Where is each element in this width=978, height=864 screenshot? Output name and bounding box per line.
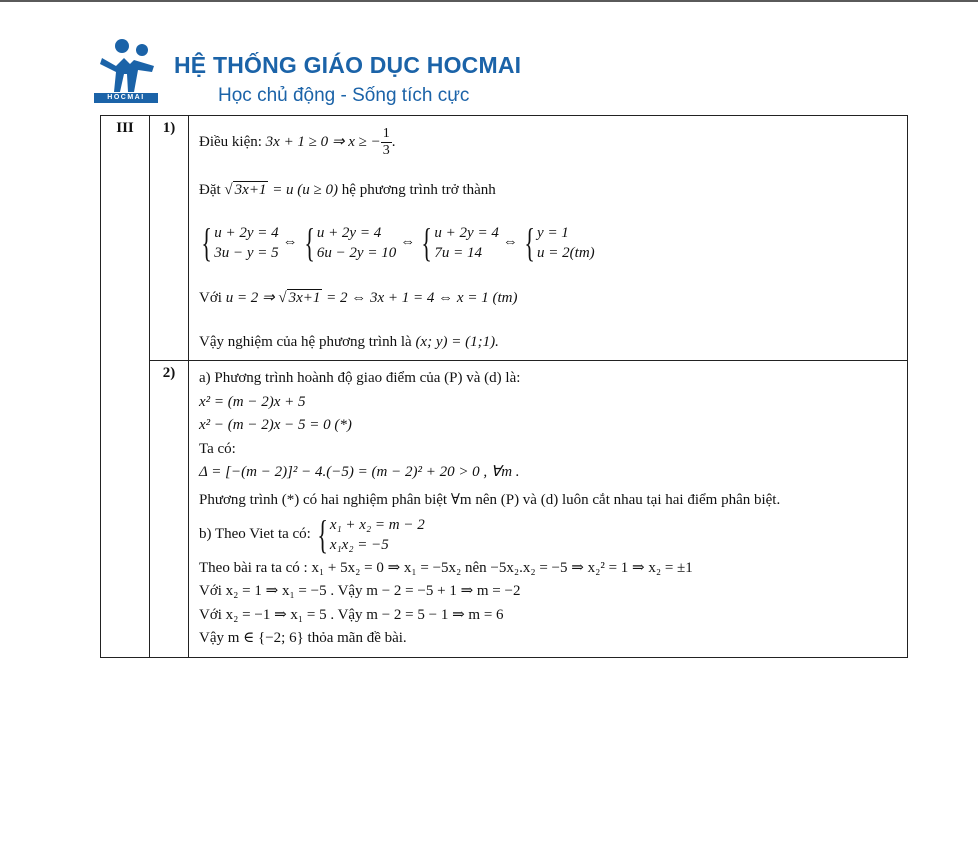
part1-row — [101, 116, 908, 361]
brand-title: HỆ THỐNG GIÁO DỤC HOCMAI — [174, 52, 522, 78]
intersection-line: a) Phương trình hoành độ giao điểm của (P) và (d) là: — [199, 370, 521, 386]
viet-line: b) Theo Viet ta có: { x₁ + x₂ = m − 2 x₁x₂ = −5 — [199, 512, 425, 558]
system-2: { u + 2y = 4 6u − 2y = 10 — [303, 220, 397, 266]
solution-table — [100, 115, 908, 658]
system-1: { u + 2y = 4 3u − y = 5 — [201, 220, 279, 266]
sqrt-sign: √ — [278, 289, 287, 306]
question-number: III — [101, 116, 150, 658]
brand-slogan: Học chủ động - Sống tích cực — [218, 85, 470, 106]
condition-line: Điều kiện: 3x + 1 ≥ 0 ⇒ x ≥ − $\frac{1}{3}$ . — [199, 126, 396, 158]
logo-wordmark: HOCMAI — [94, 93, 158, 103]
sqrt-sign: √ — [224, 182, 233, 198]
taco-line: Ta có: — [199, 440, 236, 457]
equation-2: x² − (m − 2)x − 5 = 0 (*) — [199, 417, 352, 433]
part2-content — [189, 361, 908, 658]
viet-system: { x₁ + x₂ = m − 2 x₁x₂ = −5 — [316, 512, 425, 558]
case-2-line: Với x₂ = −1 ⇒ x₁ = 5 . Vậy m − 2 = 5 − 1 ⇒ m = 6 — [199, 606, 504, 623]
condition-derivation-line: Theo bài ra ta có : x₁ + 5x₂ = 0 ⇒ x₁ = −5x₂ nên −5x₂.x₂ = −5 ⇒ x₂² = 1 ⇒ x₂ = ±1 — [199, 559, 693, 576]
system-3: { u + 2y = 4 7u = 14 — [421, 220, 499, 266]
top-border — [0, 0, 978, 2]
two-roots-paragraph: Phương trình (*) có hai nghiệm phân biệt ∀m nên (P) và (d) luôn cắt nhau tại hai điểm phân biệt. — [199, 491, 781, 508]
substitution-line: Đặt √ 3x+1 = u (u ≥ 0) hệ phương trình trở thành — [199, 182, 496, 198]
solve-line: Với u = 2 ⇒ √ 3x+1 = 2 ⇔ 3x + 1 = 4 ⇔ x = 1 (tm) — [199, 289, 518, 306]
final-answer-line: Vậy m ∈ {−2; 6} thỏa mãn đề bài. — [199, 630, 407, 647]
conclusion-line: Vậy nghiệm của hệ phương trình là (x; y) = (1;1). — [199, 333, 499, 350]
part2-row — [101, 361, 908, 658]
system-chain: { u + 2y = 4 3u − y = 5 ⇔ { u + 2y = 4 6u − 2y = 10 ⇔ { u + 2y = 4 7u = 14 ⇔ { y = 1 u = 2(tm) — [199, 220, 897, 265]
fraction: $\frac{1}{3}$ — [382, 126, 390, 158]
part1-number: 1) — [150, 116, 189, 361]
system-4: { y = 1 u = 2(tm) — [524, 220, 595, 266]
case-1-line: Với x₂ = 1 ⇒ x₁ = −5 . Vậy m − 2 = −5 + 1 ⇒ m = −2 — [199, 583, 521, 600]
discriminant-line: Δ = [−(m − 2)]² − 4.(−5) = (m − 2)² + 20 > 0 , ∀m . — [199, 464, 520, 480]
equation-1: x² = (m − 2)x + 5 — [199, 393, 306, 410]
part2-number: 2) — [150, 361, 189, 658]
part1-content — [189, 116, 908, 361]
